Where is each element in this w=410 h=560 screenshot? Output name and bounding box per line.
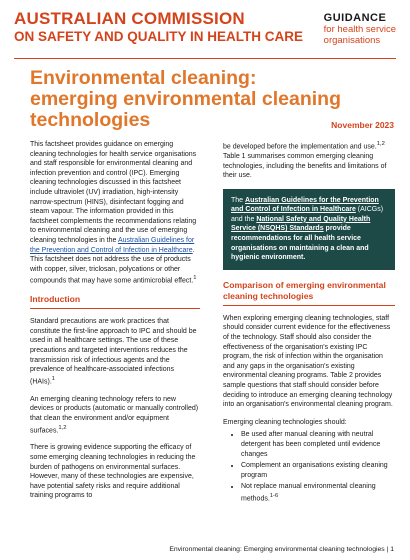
comparison-paragraph: When exploring emerging cleaning technologies, staff should consider current evidence for the effectiveness of the technology. Staff should also consider the effectiveness of the organisation's existing IPC program, the risk of infection within the organisation and any gaps in the organisation's existing environmental cleaning programs. Table 2 provides sample questions that staff should consider before deciding to introduce an emerging cleaning technology into an organisation's environmental cleaning program. bbox=[223, 314, 393, 409]
continuation-text-1: be developed before the implementation and use. bbox=[223, 143, 377, 151]
brand-line-2: ON SAFETY AND QUALITY IN HEALTH CARE bbox=[14, 29, 304, 44]
intro-text-1: This factsheet provides guidance on emerging cleaning technologies for health service organisations and staff responsible for environmental cleaning and infection prevention and control (IPC). Emerging cleaning technologies discussed in this factsheet include ultraviolet (UV) irradiation, high-intensity narrow-spectrum (HINS), disinfectant fogging and steam vapour. The information provided in this factsheet complements the recommendations relating to environmental cleaning and the use of emerging cleaning technologies in the bbox=[30, 141, 197, 244]
aicg-link[interactable]: Australian Guidelines for the Prevention and Control of Infection in Healthcare bbox=[30, 236, 195, 254]
title-line-2: emerging environmental cleaning bbox=[30, 88, 341, 110]
list-item: • Be used after manual cleaning with neutral detergent has been completed until evidence changes bbox=[241, 430, 395, 459]
commission-logo bbox=[14, 10, 303, 44]
list-ref: 1-6 bbox=[269, 492, 279, 499]
continuation-text-2: Table 1 summarises common emerging cleaning technologies, including the benefits and limitations of their use. bbox=[223, 152, 387, 180]
intro-ref: 1 bbox=[193, 275, 197, 282]
list-item-text: Not replace manual environmental cleaning methods. bbox=[241, 483, 376, 503]
guidance-line-2: organisations bbox=[323, 35, 381, 47]
brand-line-1: AUSTRALIAN COMMISSION bbox=[14, 9, 245, 28]
list-item bbox=[241, 482, 395, 504]
introduction-divider bbox=[30, 308, 200, 309]
callout-text-2: (AICGs) and the bbox=[231, 206, 384, 223]
title-line-1: Environmental cleaning: bbox=[30, 67, 257, 89]
intro-text-2: . This factsheet does not address the use of products with copper, silver, triclosan, polycations or other compounds that may have some antimicrobial effect. bbox=[30, 246, 195, 285]
callout-aicg-link[interactable]: Australian Guidelines for the Prevention and Control of Infection in Healthcare bbox=[231, 196, 379, 214]
page-header bbox=[0, 0, 410, 60]
callout-text-1: The bbox=[231, 196, 246, 204]
guidance-label bbox=[324, 12, 396, 47]
guidance-title: GUIDANCE bbox=[323, 12, 387, 24]
left-column bbox=[30, 140, 200, 509]
should-paragraph: Emerging cleaning technologies should: bbox=[223, 418, 347, 426]
introduction-heading: Introduction bbox=[30, 294, 81, 305]
list-item: • Complement an organisations existing cleaning program bbox=[241, 461, 395, 480]
introduction-paragraph-3: There is growing evidence supporting the efficacy of some emerging cleaning technologies in reducing the burden of pathogens on environmental surfaces. However, many of these technologies are expensive, have potential safety risks and require additional training programs to bbox=[30, 444, 196, 500]
introduction-text-2: An emerging cleaning technology refers to new devices or products (automatic or manually controlled) that clean the environment and/or equipment surfaces. bbox=[30, 395, 199, 434]
introduction-paragraph-2 bbox=[30, 395, 200, 436]
page-footer: Environmental cleaning: Emerging environmental cleaning technologies | 1 bbox=[169, 546, 394, 553]
title-line-3: technologies bbox=[30, 109, 151, 131]
introduction-paragraph-1 bbox=[30, 317, 200, 386]
intro-paragraph bbox=[30, 140, 200, 286]
introduction-ref-1: 1 bbox=[51, 375, 56, 382]
header-divider bbox=[14, 58, 396, 59]
guidelines-callout bbox=[223, 189, 395, 270]
comparison-heading: Comparison of emerging environmental cleaning technologies bbox=[223, 279, 386, 301]
continuation-paragraph bbox=[223, 140, 395, 181]
publication-date: November 2023 bbox=[331, 120, 394, 130]
right-column bbox=[223, 140, 395, 506]
introduction-text-1: Standard precautions are work practices that constitute the first-line approach to IPC and should be used in all healthcare settings. The use of these precautions and targeted interventions reduces the transmission risk of infectious agents and the prevalence of healthcare-associated infections (HAIs). bbox=[30, 318, 197, 386]
callout-nsqhs-link[interactable]: National Safety and Quality Health Service (NSQHS) Standards bbox=[231, 215, 371, 233]
comparison-divider bbox=[223, 305, 395, 306]
introduction-ref-2: 1,2 bbox=[58, 424, 67, 431]
continuation-ref: 1,2 bbox=[376, 141, 385, 147]
page-title bbox=[30, 68, 370, 131]
should-list bbox=[223, 430, 395, 503]
callout-text-3: provide recommendations for all health service organisations on maintaining a clean and hygienic environment. bbox=[231, 225, 369, 262]
guidance-line-1: for health service bbox=[323, 24, 396, 35]
